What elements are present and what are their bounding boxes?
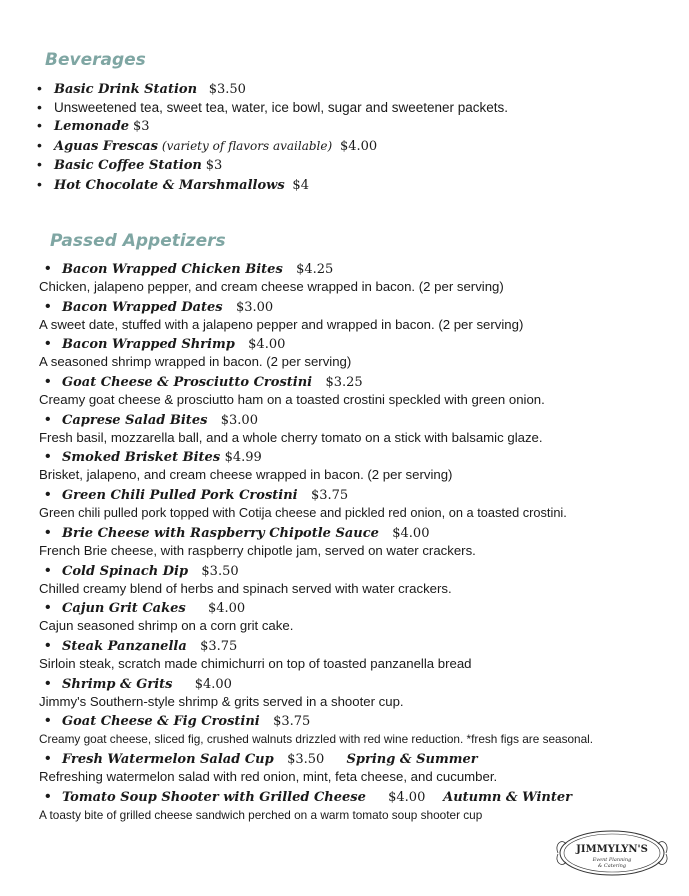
item-season: Spring & Summer: [346, 751, 478, 767]
item-name: Basic Drink Station: [54, 82, 198, 97]
item-name: Caprese Salad Bites: [62, 412, 208, 428]
item-name: Bacon Wrapped Shrimp: [62, 337, 235, 353]
item-price: $4.00: [388, 789, 426, 805]
list-item: [37, 116, 657, 136]
item-price: $3.50: [201, 563, 239, 579]
item-description: A toasty bite of grilled cheese sandwich perched on a warm tomato soup shooter cup: [39, 807, 483, 822]
item-name: Cajun Grit Cakes: [62, 601, 186, 617]
list-item: [37, 155, 657, 175]
list-item: [37, 79, 657, 98]
list-item: [39, 335, 679, 353]
jimmylyns-logo: [552, 826, 672, 881]
item-price: $4.00: [248, 337, 286, 353]
logo-tagline: Event Planning: [592, 857, 632, 863]
item-name: Shrimp & Grits: [62, 676, 173, 692]
item-name: Lemonade: [54, 119, 130, 134]
item-name: Hot Chocolate & Marshmallows: [54, 177, 285, 193]
item-price: $4: [292, 177, 309, 193]
item-name: Smoked Brisket Bites: [62, 450, 221, 466]
item-description: Creamy goat cheese & prosciutto ham on a toasted crostini speckled with green onion.: [39, 392, 545, 408]
logo-tagline-2: & Catering: [597, 863, 627, 869]
item-description: Brisket, jalapeno, and cream cheese wrapped in bacon. (2 per serving): [39, 467, 453, 483]
item-description: Chicken, jalapeno pepper, and cream cheese wrapped in bacon. (2 per serving): [39, 279, 504, 294]
list-item: [39, 486, 679, 504]
list-item: [39, 298, 679, 316]
item-name: Basic Coffee Station: [54, 158, 202, 173]
item-price: $4.99: [224, 450, 262, 466]
item-price: $3.00: [235, 299, 274, 315]
item-description: French Brie cheese, with raspberry chipotle jam, served on water crackers.: [39, 542, 476, 558]
list-item: [39, 599, 679, 617]
item-description: Unsweetened tea, sweet tea, water, ice bowl, sugar and sweetener packets.: [54, 100, 509, 115]
item-season: Autumn & Winter: [443, 789, 573, 805]
item-price: $3: [205, 158, 223, 173]
item-price: $4.25: [296, 262, 334, 277]
item-price: $3.75: [200, 638, 238, 654]
item-name: Bacon Wrapped Chicken Bites: [62, 262, 283, 277]
item-price: $3.75: [310, 488, 349, 504]
item-description: A sweet date, stuffed with a jalapeno pepper and wrapped in bacon. (2 per serving): [39, 316, 524, 332]
beverages-heading: Beverages: [45, 50, 146, 70]
item-description: Refreshing watermelon salad with red onion, mint, feta cheese, and cucumber.: [39, 768, 498, 784]
item-description: Chilled creamy blend of herbs and spinach served with water crackers.: [39, 580, 452, 596]
item-description: Creamy goat cheese, sliced fig, crushed walnuts drizzled with red wine reduction. *fresh figs are seasonal.: [39, 732, 594, 747]
item-name: Tomato Soup Shooter with Grilled Cheese: [62, 789, 366, 805]
list-item-desc: [37, 98, 657, 116]
list-item: [39, 675, 679, 693]
item-name: Brie Cheese with Raspberry Chipotle Sauce: [62, 525, 379, 541]
list-item: [39, 448, 679, 466]
list-item: [39, 788, 679, 806]
item-price: $4.00: [194, 676, 232, 692]
item-price: $3.50: [287, 751, 325, 767]
item-name: Fresh Watermelon Salad Cup: [62, 751, 274, 767]
item-price: $4.00: [207, 601, 246, 617]
item-name: Bacon Wrapped Dates: [62, 299, 223, 315]
beverages-list: [37, 79, 657, 194]
item-price: $3.25: [325, 375, 363, 391]
item-price: $3.75: [273, 714, 311, 730]
item-name: Green Chili Pulled Pork Crostini: [62, 488, 298, 504]
item-price: $3.00: [220, 412, 258, 428]
item-price: $4.00: [339, 138, 378, 154]
list-item: [39, 524, 679, 542]
item-note: (variety of flavors available): [161, 138, 333, 153]
list-item: [39, 260, 679, 278]
appetizers-list: [39, 260, 679, 825]
list-item: [39, 562, 679, 580]
list-item: [39, 411, 679, 429]
list-item: [39, 637, 679, 655]
item-description: Fresh basil, mozzarella ball, and a whole cherry tomato on a stick with balsamic glaze.: [39, 429, 543, 445]
list-item: [39, 373, 679, 391]
item-price: $3.50: [208, 82, 246, 97]
item-description: Green chili pulled pork topped with Cotija cheese and pickled red onion, on a toasted crostini.: [39, 505, 567, 521]
item-description: Sirloin steak, scratch made chimichurri on top of toasted panzanella bread: [39, 655, 472, 671]
list-item: [37, 136, 657, 156]
appetizers-heading: Passed Appetizers: [50, 231, 226, 251]
item-description: Cajun seasoned shrimp on a corn grit cake.: [39, 618, 294, 634]
item-name: Goat Cheese & Fig Crostini: [62, 714, 260, 730]
item-description: A seasoned shrimp wrapped in bacon. (2 per serving): [39, 354, 352, 370]
list-item: [39, 712, 679, 730]
item-price: $4.00: [392, 525, 430, 541]
item-name: Steak Panzanella: [62, 638, 187, 654]
item-price: $3: [132, 119, 150, 134]
item-name: Cold Spinach Dip: [62, 563, 189, 579]
item-name: Aguas Frescas: [54, 138, 158, 154]
list-item: [37, 175, 657, 195]
logo-name: JIMMYLYN'S: [576, 844, 648, 855]
item-description: Jimmy's Southern-style shrimp & grits served in a shooter cup.: [39, 693, 404, 709]
item-name: Goat Cheese & Prosciutto Crostini: [62, 375, 313, 391]
list-item: [39, 750, 679, 768]
